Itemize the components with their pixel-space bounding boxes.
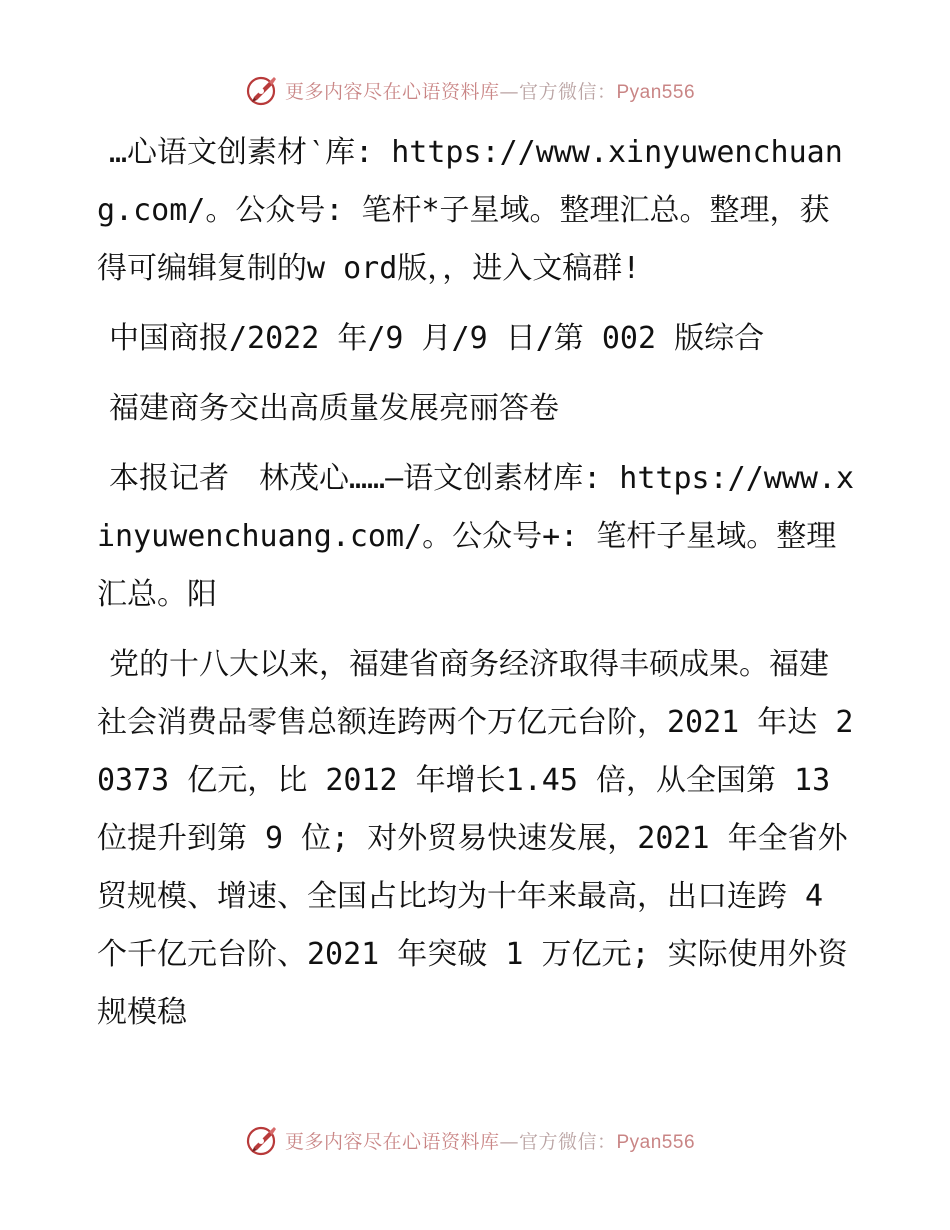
watermark-official: 官方微信： — [518, 1130, 617, 1153]
watermark-text — [285, 1127, 695, 1154]
pen-logo-icon — [245, 1123, 279, 1157]
watermark-separator: — — [499, 80, 519, 103]
watermark-separator: — — [499, 1130, 519, 1153]
byline-paragraph: 本报记者 林茂心……—语文创素材库: https://www.xinyuwenchuang.com/。公众号+: 笔杆子星域。整理汇总。阳 — [97, 461, 855, 612]
watermark-inner — [245, 1123, 695, 1157]
body-paragraph: 党的十八大以来，福建省商务经济取得丰硕成果。福建社会消费品零售总额连跨两个万亿元台阶，2021 年达 20373 亿元，比 2012 年增长1.45 倍，从全国第 13 位提升到第 9 位; 对外贸易快速发展，2021 年全省外贸规模、增速、全国占比均为十年来最高，出口连跨 4 个千亿元台阶、2021 年突破 1 万亿元; 实际使用外资规模稳 — [97, 647, 854, 1030]
watermark-main: 更多内容尽在心语资料库 — [284, 80, 500, 103]
article-title: 福建商务交出高质量发展亮丽答卷 — [109, 391, 559, 426]
watermark-header — [0, 70, 950, 110]
source-note-paragraph: …心语文创素材‵库: https://www.xinyuwenchuang.com/。公众号: 笔杆*子星域。整理汇总。整理，获得可编辑复制的w ord版，，进入文稿群! — [97, 135, 843, 286]
watermark-main: 更多内容尽在心语资料库 — [284, 1130, 500, 1153]
watermark-wechat-id: Pyan556 — [616, 81, 696, 103]
watermark-inner — [245, 73, 695, 107]
publication-line: 中国商报/2022 年/9 月/9 日/第 002 版综合 — [109, 321, 765, 356]
article-body — [97, 124, 857, 1042]
watermark-footer — [0, 1120, 950, 1160]
watermark-text — [285, 77, 695, 104]
watermark-wechat-id: Pyan556 — [616, 1131, 696, 1153]
watermark-official: 官方微信： — [518, 80, 617, 103]
pen-logo-icon — [245, 73, 279, 107]
